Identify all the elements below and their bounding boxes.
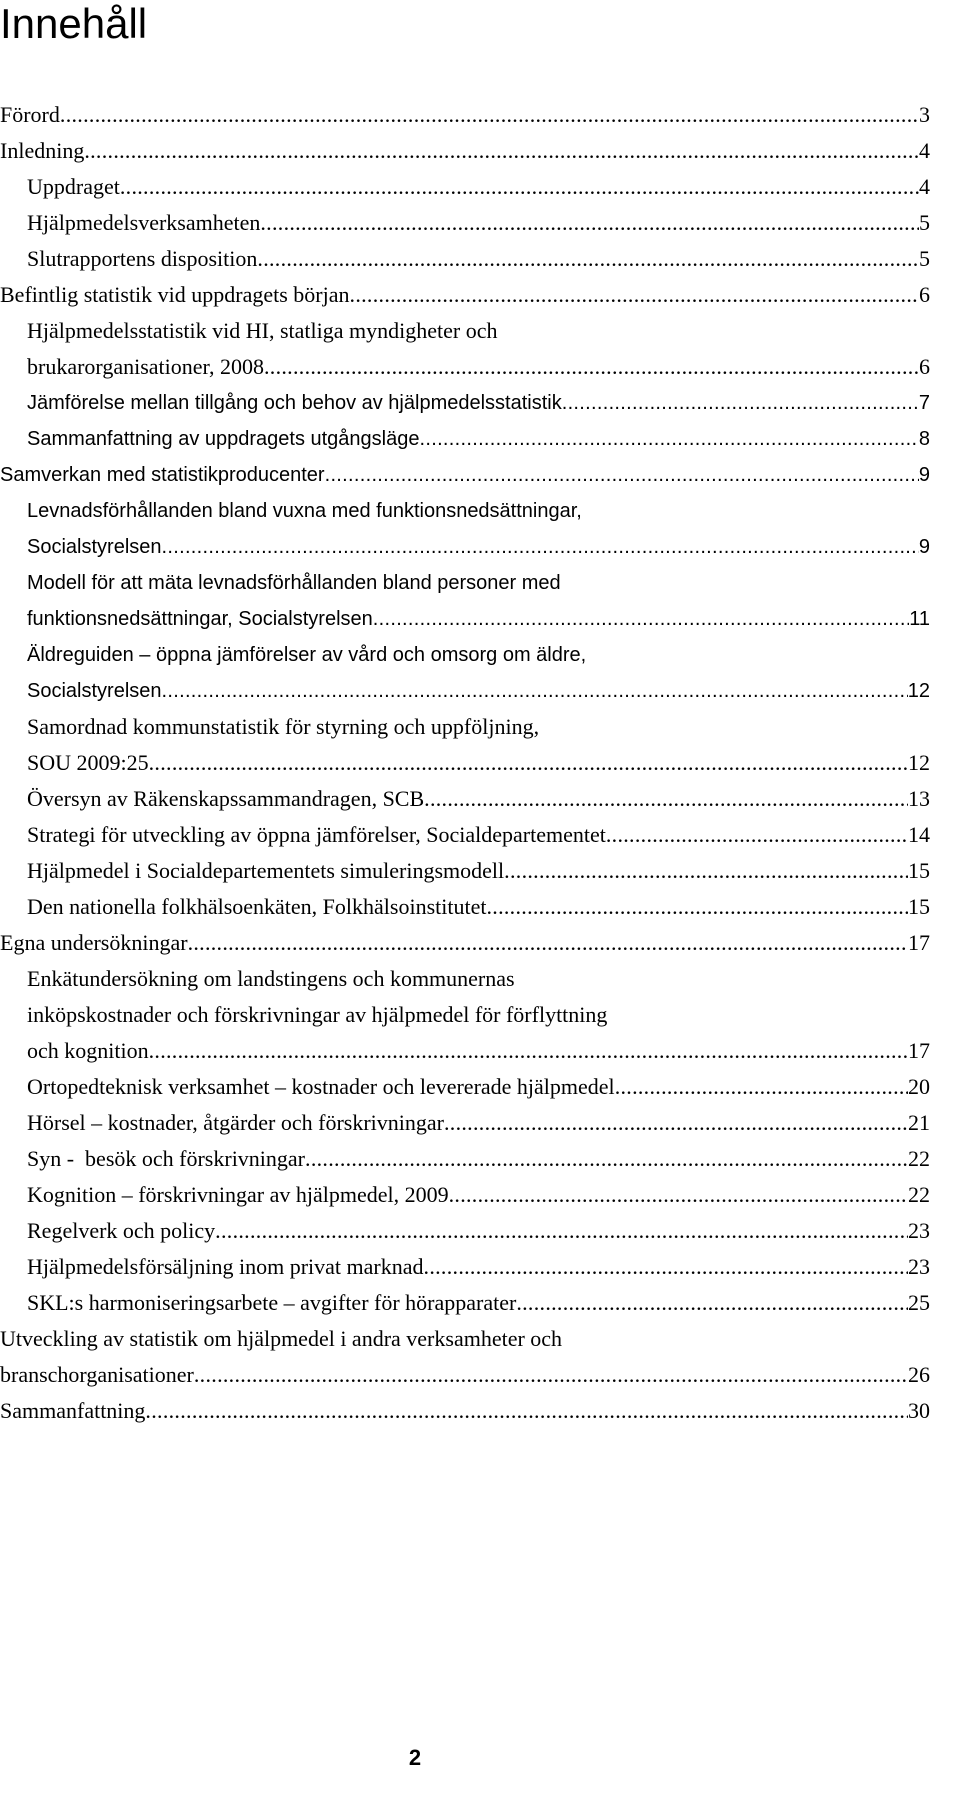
toc-entry-page-number: 22 bbox=[908, 1146, 930, 1171]
toc-entry-label: branschorganisationer bbox=[0, 1362, 194, 1387]
toc-entry-page-number: 5 bbox=[919, 246, 930, 271]
dot-leader bbox=[194, 1357, 908, 1393]
toc-entry-label: Hjälpmedelsförsäljning inom privat marknad bbox=[27, 1254, 424, 1279]
toc-entry[interactable] bbox=[0, 853, 960, 889]
dot-leader bbox=[257, 241, 919, 277]
toc-entry-page-number: 11 bbox=[909, 608, 930, 630]
dot-leader bbox=[516, 1285, 908, 1321]
dot-leader bbox=[449, 1177, 908, 1213]
toc-entry-label: Slutrapportens disposition bbox=[27, 246, 258, 271]
toc-entry[interactable] bbox=[0, 169, 960, 205]
toc-entry-label: Hjälpmedel i Socialdepartementets simuleringsmodell bbox=[27, 858, 505, 883]
toc-entry-page-number: 6 bbox=[919, 354, 930, 379]
toc-entry[interactable] bbox=[0, 1249, 960, 1285]
toc-entry[interactable] bbox=[0, 1213, 960, 1249]
page-title: Innehåll bbox=[0, 0, 148, 47]
dot-leader bbox=[305, 1141, 908, 1177]
toc-entry-page-number: 23 bbox=[908, 1254, 930, 1279]
toc-entry-label: Syn - besök och förskrivningar bbox=[27, 1146, 306, 1171]
dot-leader bbox=[149, 745, 908, 781]
dot-leader bbox=[325, 457, 919, 493]
toc-entry-page-number: 4 bbox=[919, 138, 930, 163]
dot-leader bbox=[260, 205, 919, 241]
toc-entry[interactable] bbox=[0, 1393, 960, 1429]
toc-entry[interactable] bbox=[0, 637, 960, 709]
toc-entry-page-number: 15 bbox=[908, 894, 930, 919]
toc-entry-label: Samverkan med statistikproducenter bbox=[0, 464, 325, 486]
toc-entry-label: Socialstyrelsen bbox=[27, 680, 162, 702]
dot-leader bbox=[373, 601, 909, 637]
toc-entry[interactable] bbox=[0, 709, 960, 781]
toc-entry-label: brukarorganisationer, 2008 bbox=[27, 354, 264, 379]
toc-entry[interactable] bbox=[0, 1321, 960, 1393]
toc-entry[interactable] bbox=[0, 385, 960, 421]
toc-entry-label: Uppdraget bbox=[27, 174, 120, 199]
toc-entry-text-line: Hjälpmedelsstatistik vid HI, statliga myndigheter och bbox=[27, 318, 498, 343]
toc-entry-label: Hörsel – kostnader, åtgärder och förskrivningar bbox=[27, 1110, 444, 1135]
toc-entry-label: Regelverk och policy bbox=[27, 1218, 216, 1243]
toc-entry-page-number: 13 bbox=[908, 786, 930, 811]
page-number: 2 bbox=[408, 1745, 422, 1770]
dot-leader bbox=[162, 529, 919, 565]
toc-entry-page-number: 3 bbox=[919, 102, 930, 127]
toc-entry-label: Den nationella folkhälsoenkäten, Folkhälsoinstitutet bbox=[27, 894, 487, 919]
toc-entry-page-number: 6 bbox=[919, 282, 930, 307]
toc-entry-page-number: 9 bbox=[918, 536, 930, 558]
dot-leader bbox=[420, 421, 919, 457]
toc-entry[interactable] bbox=[0, 1285, 960, 1321]
dot-leader bbox=[444, 1105, 908, 1141]
dot-leader bbox=[145, 1393, 908, 1429]
toc-entry-page-number: 17 bbox=[908, 1038, 930, 1063]
toc-entry-page-number: 8 bbox=[918, 428, 930, 450]
toc-entry-label: Socialstyrelsen bbox=[27, 536, 162, 558]
toc-entry-page-number: 25 bbox=[908, 1290, 930, 1315]
toc-entry-page-number: 21 bbox=[908, 1110, 930, 1135]
toc-entry-page-number: 12 bbox=[907, 680, 930, 702]
toc-entry-page-number: 5 bbox=[919, 210, 930, 235]
toc-entry-label: SKL:s harmoniseringsarbete – avgifter för hörapparater bbox=[27, 1290, 517, 1315]
dot-leader bbox=[162, 673, 908, 709]
toc-entry-page-number: 17 bbox=[908, 930, 930, 955]
toc-entry-page-number: 15 bbox=[908, 858, 930, 883]
toc-entry-label: Förord bbox=[0, 102, 60, 127]
toc-entry-page-number: 23 bbox=[908, 1218, 930, 1243]
toc-entry[interactable] bbox=[0, 241, 960, 277]
toc-entry[interactable] bbox=[0, 133, 960, 169]
toc-entry[interactable] bbox=[0, 277, 960, 313]
dot-leader bbox=[350, 277, 919, 313]
toc-entry-label: Kognition – förskrivningar av hjälpmedel, 2009 bbox=[27, 1182, 449, 1207]
toc-entry-page-number: 20 bbox=[908, 1074, 930, 1099]
toc-entry[interactable] bbox=[0, 205, 960, 241]
toc-entry-text-line: Äldreguiden – öppna jämförelser av vård och omsorg om äldre, bbox=[27, 644, 587, 666]
toc-entry-label: Översyn av Räkenskapssammandragen, SCB bbox=[27, 786, 425, 811]
dot-leader bbox=[149, 1033, 908, 1069]
toc-entry-text-line: Utveckling av statistik om hjälpmedel i andra verksamheter och bbox=[0, 1326, 563, 1351]
dot-leader bbox=[60, 97, 919, 133]
dot-leader bbox=[606, 817, 908, 853]
toc-entry-page-number: 30 bbox=[908, 1398, 930, 1423]
toc-entry-label: Hjälpmedelsverksamheten bbox=[27, 210, 261, 235]
toc-entry-text-line: Enkätundersökning om landstingens och kommunernas bbox=[27, 966, 515, 991]
toc-entry-text-line: Levnadsförhållanden bland vuxna med funktionsnedsättningar, bbox=[27, 500, 582, 522]
toc-entry[interactable] bbox=[0, 817, 960, 853]
toc-entry-page-number: 4 bbox=[919, 174, 930, 199]
dot-leader bbox=[120, 169, 919, 205]
toc-entry-label: SOU 2009:25 bbox=[27, 750, 149, 775]
toc-entry[interactable] bbox=[0, 889, 960, 925]
toc-entry[interactable] bbox=[0, 925, 960, 961]
toc-entry[interactable] bbox=[0, 961, 960, 1069]
toc-entry[interactable] bbox=[0, 1069, 960, 1105]
toc-entry-text-line: inköpskostnader och förskrivningar av hjälpmedel för förflyttning bbox=[27, 1002, 608, 1027]
toc-entry-label: funktionsnedsättningar, Socialstyrelsen bbox=[27, 608, 373, 630]
toc-entry-page-number: 22 bbox=[908, 1182, 930, 1207]
toc-entry-label: Strategi för utveckling av öppna jämförelser, Socialdepartementet bbox=[27, 822, 606, 847]
toc-entry-label: Egna undersökningar bbox=[0, 930, 188, 955]
toc-entry-page-number: 14 bbox=[908, 822, 930, 847]
toc-entry-label: Befintlig statistik vid uppdragets början bbox=[0, 282, 350, 307]
toc-entry[interactable] bbox=[0, 1177, 960, 1213]
dot-leader bbox=[504, 853, 908, 889]
dot-leader bbox=[562, 385, 919, 421]
toc-entry-label: Sammanfattning bbox=[0, 1398, 146, 1423]
toc-entry-label: och kognition bbox=[27, 1038, 149, 1063]
dot-leader bbox=[486, 889, 908, 925]
toc-entry[interactable] bbox=[0, 457, 960, 493]
dot-leader bbox=[424, 1249, 908, 1285]
dot-leader bbox=[424, 781, 908, 817]
toc-entry[interactable] bbox=[0, 781, 960, 817]
toc-entry[interactable] bbox=[0, 1141, 960, 1177]
dot-leader bbox=[84, 133, 919, 169]
toc-entry-text-line: Modell för att mäta levnadsförhållanden bland personer med bbox=[27, 572, 561, 594]
dot-leader bbox=[215, 1213, 908, 1249]
toc-entry-page-number: 26 bbox=[908, 1362, 930, 1387]
table-of-contents bbox=[0, 97, 960, 1429]
toc-entry[interactable] bbox=[0, 421, 960, 457]
toc-entry-page-number: 7 bbox=[918, 392, 930, 414]
toc-entry[interactable] bbox=[0, 565, 960, 637]
dot-leader bbox=[615, 1069, 908, 1105]
toc-entry-page-number: 9 bbox=[918, 464, 930, 486]
toc-entry[interactable] bbox=[0, 97, 960, 133]
toc-entry-text-line: Samordnad kommunstatistik för styrning och uppföljning, bbox=[27, 714, 540, 739]
toc-entry-label: Sammanfattning av uppdragets utgångsläge bbox=[27, 428, 420, 450]
toc-entry[interactable] bbox=[0, 313, 960, 385]
toc-entry-label: Jämförelse mellan tillgång och behov av hjälpmedelsstatistik bbox=[27, 392, 562, 414]
toc-entry[interactable] bbox=[0, 493, 960, 565]
dot-leader bbox=[188, 925, 908, 961]
dot-leader bbox=[264, 349, 919, 385]
toc-entry[interactable] bbox=[0, 1105, 960, 1141]
toc-entry-label: Ortopedteknisk verksamhet – kostnader och levererade hjälpmedel bbox=[27, 1074, 615, 1099]
toc-entry-page-number: 12 bbox=[908, 750, 930, 775]
toc-entry-label: Inledning bbox=[0, 138, 85, 163]
